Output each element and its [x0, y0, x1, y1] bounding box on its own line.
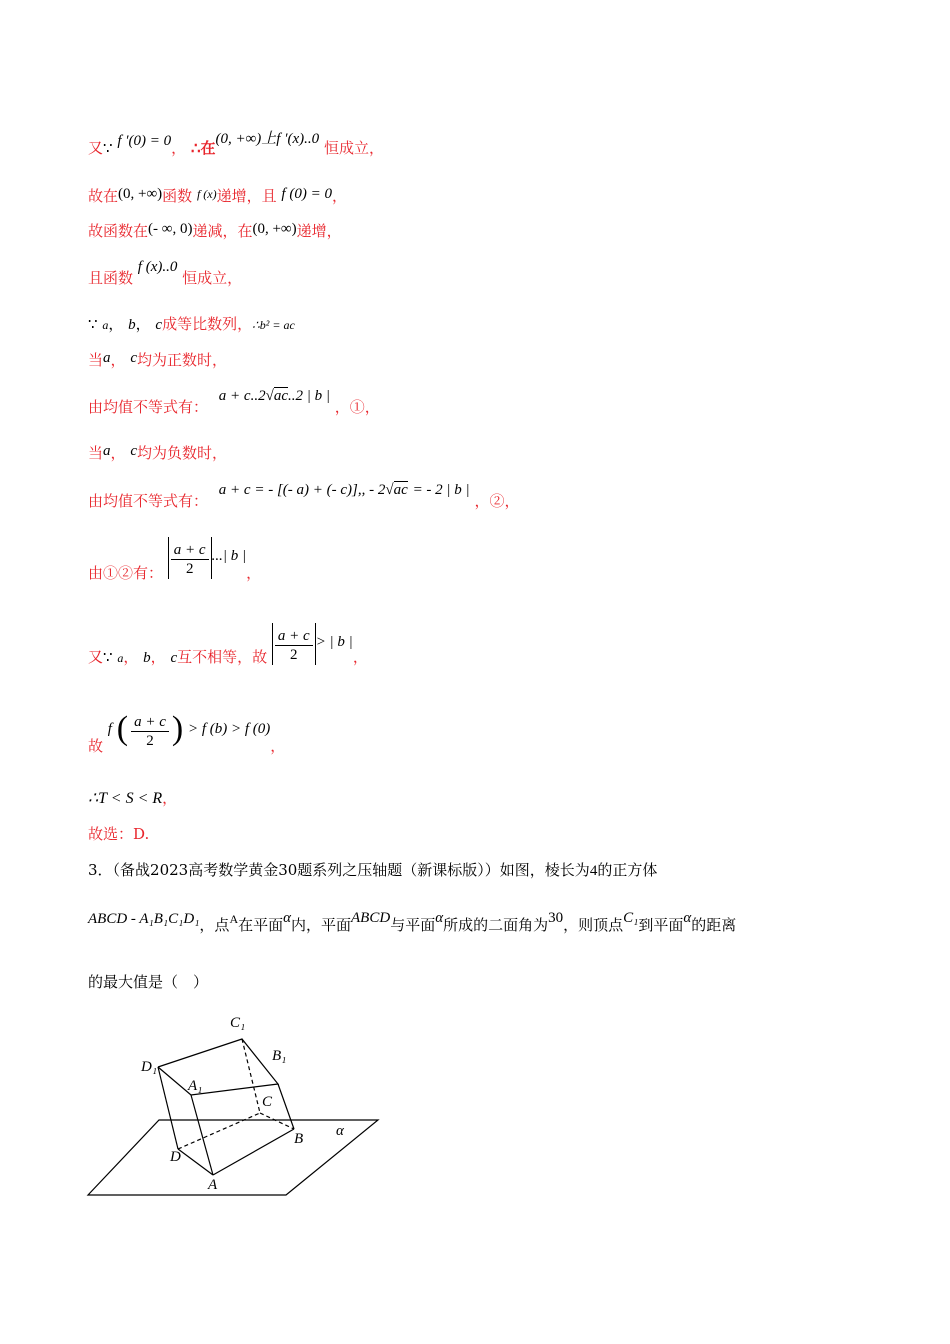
label-a1: A₁	[188, 1078, 203, 1094]
text: 均为正数时，	[136, 351, 227, 369]
math-expr: (0, +∞)	[252, 221, 297, 237]
text: 成等比数列，	[162, 315, 253, 333]
fraction-numerator: a + c	[275, 627, 313, 646]
text: 递减，在	[192, 222, 253, 240]
var-c: c	[130, 443, 137, 459]
math-expr: f (0) = 0	[281, 186, 332, 202]
text: ，	[171, 139, 187, 157]
text: 恒成立，	[323, 139, 384, 157]
text: 均为负数时，	[136, 444, 227, 462]
math-expr: a + c..2	[218, 388, 266, 404]
text: 函数	[162, 187, 193, 205]
abs-fraction	[272, 623, 316, 665]
top-face	[158, 1039, 278, 1095]
var-a: a	[103, 443, 111, 459]
var-b: b	[143, 650, 151, 666]
alpha: α	[283, 910, 291, 926]
math-sqrt: ac	[273, 388, 288, 404]
text: ，	[352, 648, 368, 666]
text: ，	[110, 351, 126, 369]
question-3-line-2	[88, 910, 737, 936]
text: ，②，	[474, 492, 520, 510]
solution-line-13	[88, 788, 177, 809]
text: 由均值不等式有：	[88, 492, 209, 510]
text: 且函数	[88, 269, 134, 287]
fraction-denominator: 2	[290, 646, 298, 663]
label-b: B	[294, 1131, 304, 1147]
alpha: α	[683, 910, 692, 926]
question-3-line-3	[88, 972, 208, 992]
solution-line-12: 故 f ( $\frac{a + c}{2}$ ) > f (b) > f (0)，	[88, 710, 286, 755]
vertex-c1: C₁	[623, 910, 639, 926]
text: ，	[331, 187, 347, 205]
math-expr: ..2 | b |	[287, 388, 330, 404]
solution-line-10	[88, 538, 261, 581]
math-sqrt: ac	[393, 482, 408, 498]
fraction-numerator: a + c	[171, 541, 209, 560]
text: 又	[88, 648, 104, 666]
var-a: a	[102, 318, 109, 332]
var-b: b	[128, 317, 136, 333]
text: ，	[246, 564, 262, 582]
label-c1: C₁	[230, 1015, 246, 1031]
text: 互不相等，故	[177, 648, 268, 666]
question-text: ，点	[199, 916, 230, 934]
math-f: f	[107, 721, 112, 737]
fraction-numerator: a + c	[131, 713, 169, 732]
solution-line-4	[88, 259, 243, 289]
solution-line-1	[88, 131, 384, 159]
text: 当	[88, 351, 104, 369]
math-expr: (0, +∞)上f ′(x)..0	[215, 131, 320, 147]
because-symbol: ∵	[103, 650, 113, 666]
text: 故在	[88, 187, 119, 205]
edge-d1d	[158, 1067, 178, 1149]
text: ∴在	[190, 139, 216, 157]
question-text: 所成的二面角为	[443, 916, 549, 934]
solution-line-11	[88, 624, 368, 667]
text: 递增，	[296, 222, 342, 240]
text: ，	[123, 648, 139, 666]
math-expr: f (x)..0	[137, 259, 178, 275]
cube-name: ABCD - A₁B₁C₁D₁	[88, 911, 200, 927]
answer-text: 故选：D.	[88, 825, 150, 843]
solution-line-2	[88, 186, 347, 207]
question-text: 的正方体	[597, 861, 658, 879]
var-a: a	[103, 350, 111, 366]
plane-alpha	[88, 1120, 378, 1195]
alpha: α	[435, 910, 444, 926]
var-a: a	[117, 651, 124, 665]
question-3-line-1	[88, 860, 657, 881]
question-text: 的最大值是（ ）	[88, 973, 209, 991]
solution-line-3	[88, 221, 342, 242]
fraction-denominator: 2	[185, 560, 194, 577]
question-number: 3．	[88, 861, 113, 879]
var-c: c	[130, 350, 137, 366]
label-b1: B₁	[272, 1048, 287, 1064]
math-expr: ...| b |	[211, 548, 247, 564]
var-c: c	[155, 317, 163, 333]
abs-fraction	[168, 537, 212, 579]
solution-line-6	[88, 350, 227, 371]
text: 故函数在	[88, 222, 149, 240]
question-text: ，则顶点	[563, 916, 624, 934]
cube-on-plane-figure	[86, 1005, 386, 1205]
solution-line-9: 由均值不等式有： a + c = - [(- a) + (- c)],, - 2√ac = - 2 | b | ，②，	[88, 482, 520, 510]
because-symbol: ∵	[88, 317, 98, 333]
because-symbol: ∵	[103, 141, 113, 157]
text: ，①，	[334, 398, 380, 416]
math-expr: > | b |	[315, 634, 353, 650]
math-expr: > f (b) > f (0)	[187, 721, 271, 737]
label-d1: D₁	[141, 1059, 158, 1075]
text: ，	[110, 444, 126, 462]
question-text: 在平面	[238, 916, 284, 934]
label-c: C	[262, 1094, 273, 1110]
point-a: A	[229, 912, 239, 926]
text: 恒成立，	[182, 269, 243, 287]
solution-line-5	[88, 314, 295, 335]
fraction-denominator: 2	[146, 732, 154, 749]
math-expr: f (x)	[196, 187, 217, 201]
angle-value: 30	[548, 910, 564, 926]
question-text: 到平面	[638, 916, 684, 934]
text: ，	[108, 315, 124, 333]
var-c: c	[170, 650, 178, 666]
label-alpha: α	[336, 1123, 344, 1139]
math-expr: ∴b² = ac	[252, 318, 295, 332]
text: ，	[150, 648, 166, 666]
question-text: 的距离	[691, 916, 737, 934]
label-d: D	[170, 1149, 181, 1165]
text: 由均值不等式有：	[88, 398, 209, 416]
plane-name: ABCD	[351, 910, 391, 926]
math-expr: (- ∞, 0)	[148, 221, 193, 237]
math-expr: a + c = - [(- a) + (- c)],, - 2	[218, 482, 386, 498]
text: 由①②有：	[88, 564, 164, 582]
math-expr: (0, +∞)	[118, 186, 163, 202]
edge-da	[178, 1149, 213, 1175]
question-text: （备战2023高考数学黄金30题系列之压轴题（新课标版））如图，棱长为	[112, 861, 590, 879]
solution-line-8	[88, 443, 227, 464]
edge-length: 4	[589, 863, 598, 879]
edge-ab	[213, 1129, 294, 1175]
edge-dc-hidden	[178, 1113, 260, 1149]
text: 故	[88, 737, 104, 755]
text: 递增，且	[216, 187, 277, 205]
math-expr: f ′(0) = 0	[117, 133, 172, 149]
question-text: 与平面	[390, 916, 436, 934]
question-text: 内，平面	[291, 916, 352, 934]
math-expr: ∴T < S < R	[88, 790, 163, 807]
label-a: A	[208, 1177, 218, 1193]
text: ，	[162, 789, 178, 807]
answer-line	[88, 824, 149, 844]
solution-line-7: 由均值不等式有： a + c..2√ac..2 | b | ，①，	[88, 388, 380, 416]
text: ，	[270, 737, 286, 755]
text: 又	[88, 139, 104, 157]
text: ，	[135, 315, 151, 333]
math-expr: = - 2 | b |	[412, 482, 470, 498]
edge-a1a	[191, 1095, 213, 1175]
text: 当	[88, 444, 104, 462]
